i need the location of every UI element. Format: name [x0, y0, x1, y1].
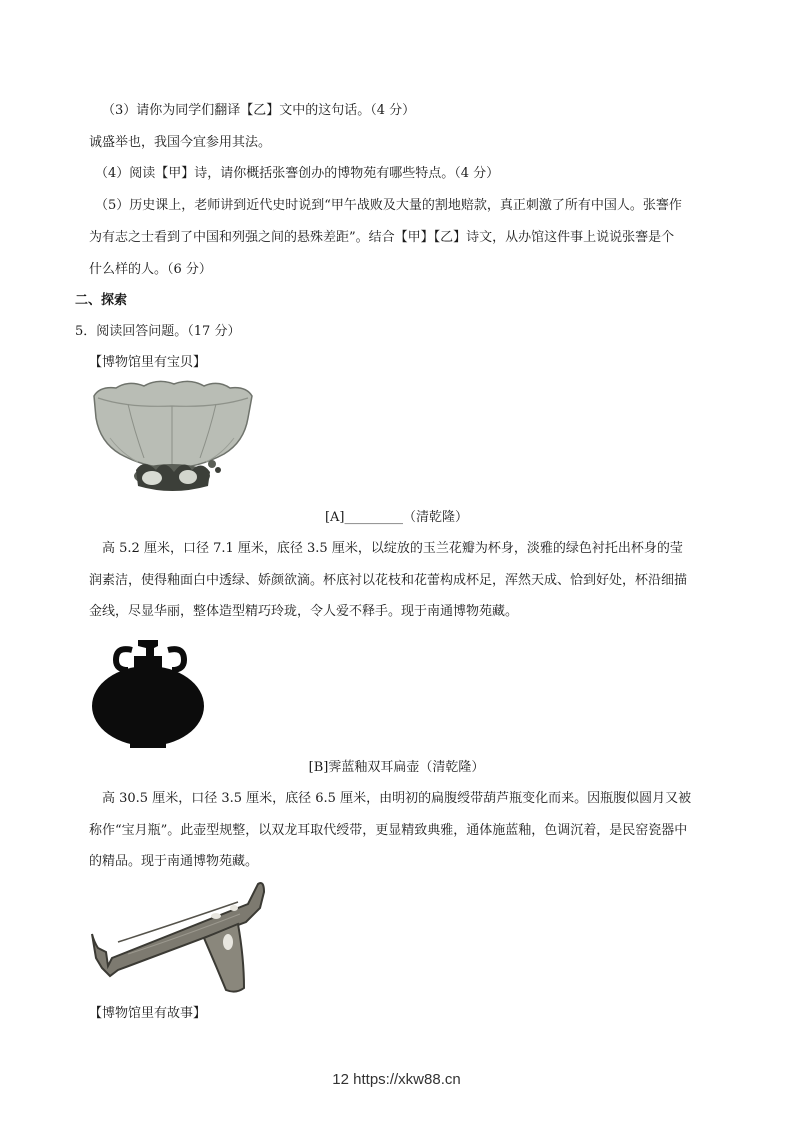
moon-flask-image — [88, 636, 208, 748]
q3-sentence: 诚盛举也，我国今宜参用其法。 — [89, 135, 272, 150]
item-b-caption: [B]霁蓝釉双耳扁壶（清乾隆） — [308, 760, 485, 775]
item-a-caption: [A]_________（清乾隆） — [324, 510, 469, 525]
section-title: 二、探索 — [75, 293, 128, 308]
item-b-line-2: 称作“宝月瓶”。此壶型规整，以双龙耳取代绶带，更显精致典雅，通体施蓝釉，色调沉着，是民窑瓷器中 — [89, 823, 688, 838]
item-a-line-3: 金线，尽显华丽，整体造型精巧玲珑，令人爱不释手。现于南通博物苑藏。 — [89, 604, 519, 619]
item-b-line-3: 的精品。现于南通博物苑藏。 — [89, 854, 259, 869]
bronze-axe-image — [88, 878, 268, 996]
page-footer: 12 https://xkw88.cn — [332, 1071, 461, 1088]
part2-heading: 【博物馆里有故事】 — [89, 1006, 207, 1021]
magnolia-cup-image — [88, 378, 258, 496]
q5-line-2: 为有志之士看到了中国和列强之间的悬殊差距”。结合【甲】【乙】诗文，从办馆这件事上说说张謇是个 — [89, 230, 675, 245]
item-a-line-1: 高 5.2 厘米，口径 7.1 厘米，底径 3.5 厘米，以绽放的玉兰花瓣为杯身，淡雅的绿色衬托出杯身的莹 — [102, 541, 683, 556]
q3-prompt: （3）请你为同学们翻译【乙】文中的这句话。（4 分） — [102, 103, 416, 118]
q4-prompt: （4）阅读【甲】诗，请你概括张謇创办的博物苑有哪些特点。（4 分） — [95, 166, 500, 181]
q5-line-3: 什么样的人。（6 分） — [89, 262, 212, 277]
part1-heading: 【博物馆里有宝贝】 — [89, 355, 207, 370]
q5-line-1: （5）历史课上，老师讲到近代史时说到“甲午战败及大量的割地赔款，真正刺激了所有中国人。张謇作 — [95, 198, 682, 213]
item-b-line-1: 高 30.5 厘米，口径 3.5 厘米，底径 6.5 厘米，由明初的扁腹绶带葫芦瓶变化而来。因瓶腹似圆月又被 — [102, 791, 692, 806]
item-a-line-2: 润素洁，使得釉面白中透绿、娇颜欲滴。杯底衬以花枝和花蕾构成杯足，浑然天成、恰到好处，杯沿细描 — [89, 573, 688, 588]
question5-title: 5．阅读回答问题。（17 分） — [75, 324, 241, 339]
